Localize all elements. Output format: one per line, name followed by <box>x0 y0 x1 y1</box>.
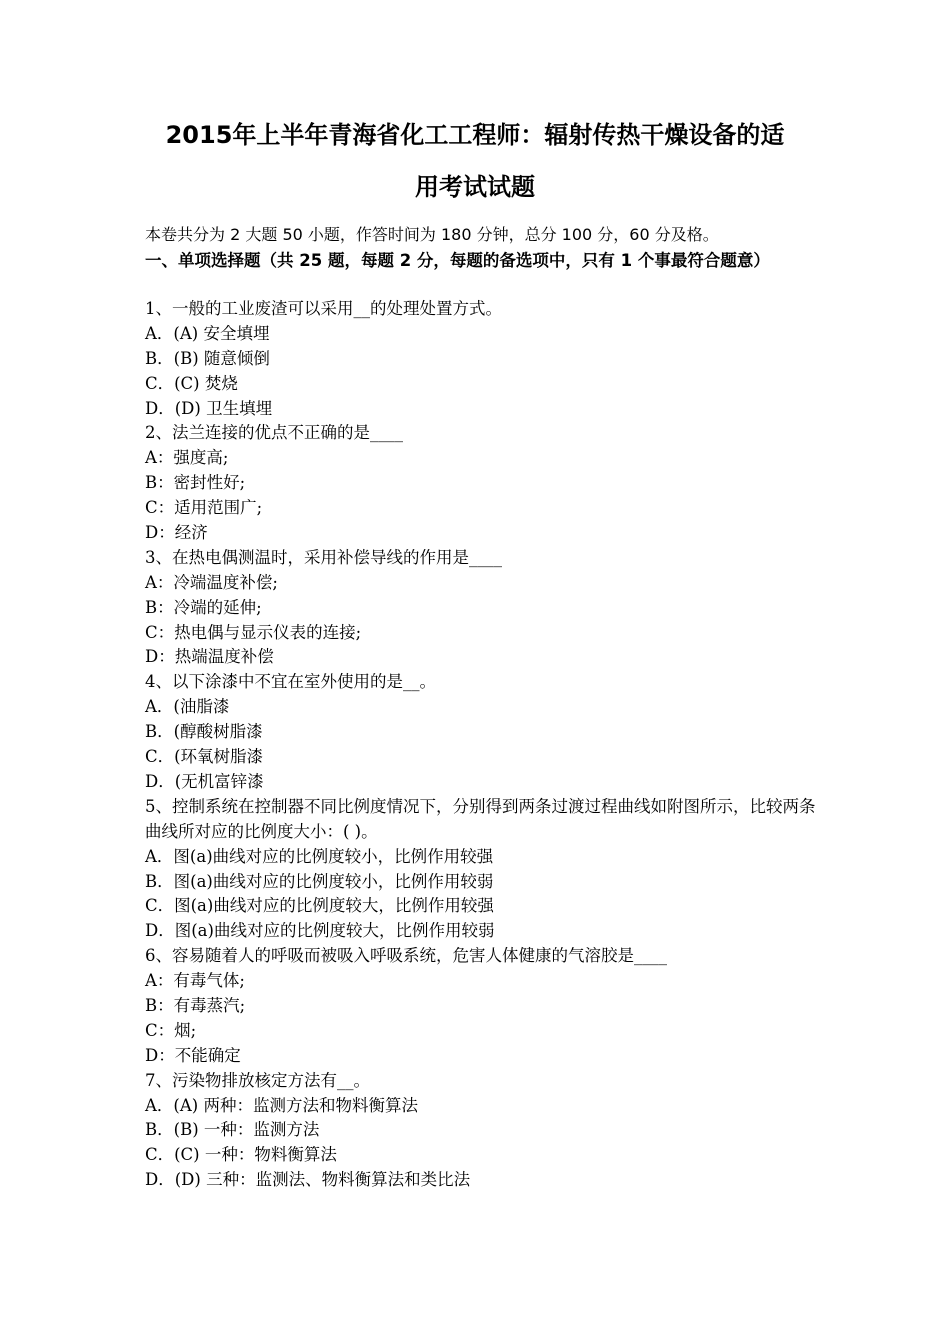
question-option: C．(C) 一种：物料衡算法 <box>145 1145 337 1165</box>
question-7 <box>145 1069 825 1193</box>
question-option: D：热端温度补偿 <box>145 647 274 667</box>
question-option: C：适用范围广; <box>145 498 263 518</box>
document-title-line-1: 2015年上半年青海省化工工程师：辐射传热干燥设备的适 <box>165 121 785 149</box>
question-5 <box>145 795 825 944</box>
question-option: A：有毒气体; <box>145 971 245 991</box>
question-option: B．(B) 一种：监测方法 <box>145 1120 320 1140</box>
question-option: A．(油脂漆 <box>145 697 230 717</box>
question-option: D．(D) 卫生填埋 <box>145 398 273 418</box>
question-option: D．图(a)曲线对应的比例度较大，比例作用较弱 <box>145 921 495 941</box>
question-option: D．(无机富锌漆 <box>145 771 264 791</box>
question-3 <box>145 546 825 670</box>
question-option: C．(C) 焚烧 <box>145 373 238 393</box>
question-option: C：热电偶与显示仪表的连接; <box>145 622 362 642</box>
question-stem: 2、法兰连接的优点不正确的是____ <box>145 423 403 443</box>
question-stem: 7、污染物排放核定方法有__。 <box>145 1070 370 1090</box>
question-stem: 4、以下涂漆中不宜在室外使用的是__。 <box>145 672 436 692</box>
question-option: C．(环氧树脂漆 <box>145 747 264 767</box>
question-stem: 1、一般的工业废渣可以采用__的处理处置方式。 <box>145 299 502 318</box>
exam-intro: 本卷共分为 2 大题 50 小题，作答时间为 180 分钟，总分 100 分，60 分及格。 <box>145 225 719 244</box>
question-option: B．(醇酸树脂漆 <box>145 722 263 742</box>
question-list <box>145 297 825 1193</box>
question-option: B．图(a)曲线对应的比例度较小，比例作用较弱 <box>145 871 494 891</box>
question-option: B：密封性好; <box>145 473 246 493</box>
question-option: C：烟; <box>145 1020 197 1040</box>
question-option: D：不能确定 <box>145 1045 241 1065</box>
question-option: B：有毒蒸汽; <box>145 995 246 1015</box>
question-stem: 5、控制系统在控制器不同比例度情况下，分别得到两条过渡过程曲线如附图所示，比较两条曲线所对应的比例度大小：( )。 <box>145 796 816 841</box>
question-option: A．图(a)曲线对应的比例度较小，比例作用较强 <box>145 846 494 866</box>
question-6 <box>145 944 825 1068</box>
question-option: D．(D) 三种：监测法、物料衡算法和类比法 <box>145 1170 471 1190</box>
question-2 <box>145 421 825 545</box>
question-option: B．(B) 随意倾倒 <box>145 348 270 368</box>
document-title-line-2: 用考试试题 <box>415 173 535 201</box>
question-option: A：强度高; <box>145 448 229 468</box>
section-heading: 一、单项选择题（共 25 题，每题 2 分，每题的备选项中，只有 1 个事最符合题意） <box>145 251 770 270</box>
question-1 <box>145 297 825 421</box>
question-option: C．图(a)曲线对应的比例度较大，比例作用较强 <box>145 896 494 916</box>
question-stem: 6、容易随着人的呼吸而被吸入呼吸系统，危害人体健康的气溶胶是____ <box>145 946 667 966</box>
question-option: A．(A) 两种：监测方法和物料衡算法 <box>145 1095 418 1115</box>
question-4 <box>145 670 825 794</box>
question-option: A．(A) 安全填埋 <box>145 323 270 343</box>
question-option: B：冷端的延伸; <box>145 597 262 617</box>
question-stem: 3、在热电偶测温时，采用补偿导线的作用是____ <box>145 547 502 567</box>
question-option: A：冷端温度补偿; <box>145 572 278 592</box>
question-option: D：经济 <box>145 523 208 543</box>
